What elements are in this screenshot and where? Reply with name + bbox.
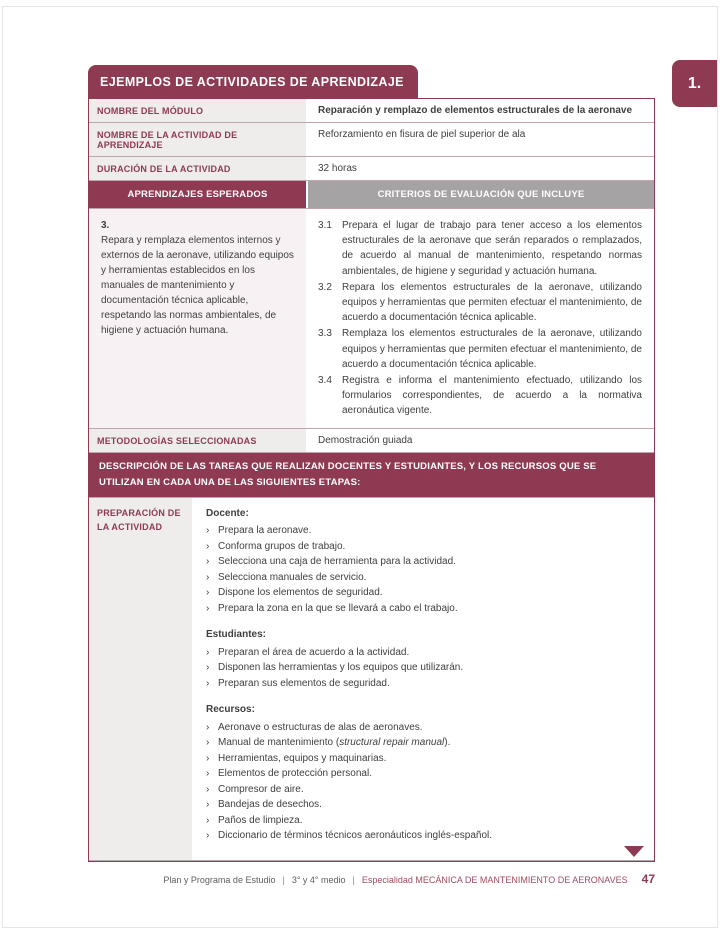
table-row-preparation <box>89 498 654 861</box>
students-section <box>206 627 640 691</box>
criterion-item <box>318 280 642 326</box>
list-item-text: Preparan sus elementos de seguridad. <box>218 677 390 689</box>
teacher-section-title: Docente: <box>206 507 249 519</box>
list-item <box>206 570 640 586</box>
duration-label: DURACIÓN DE LA ACTIVIDAD <box>89 157 306 180</box>
students-task-list <box>206 645 640 692</box>
list-item-text: Selecciona una caja de herramienta para la actividad. <box>218 556 456 568</box>
list-item <box>206 660 640 676</box>
criterion-text: Registra e informa el mantenimiento efectuado, utilizando los formularios correspondientes, de acuerdo a la normativa aeronáutica vigente. <box>342 374 642 417</box>
table-row-module-name <box>89 99 654 123</box>
list-item-text: Bandejas de desechos. <box>218 799 322 811</box>
activity-table <box>88 98 655 862</box>
module-name-label: NOMBRE DEL MÓDULO <box>89 99 306 122</box>
bullet-arrow-icon: › <box>206 799 210 811</box>
footer-grade-text: 3° y 4° medio <box>291 875 346 885</box>
criterion-item <box>318 373 642 419</box>
criterion-text: Prepara el lugar de trabajo para tener acceso a los elementos estructurales de la aeronave que serán reparados o remplazados, de acuerdo al manual de mantenimiento, respetando normas ambientales, de higiene y seguridad y actuación humana. <box>342 220 642 277</box>
criterion-text: Remplaza los elementos estructurales de la aeronave, utilizando equipos y herramientas que permiten efectuar el mantenimiento, de acuerdo a documentación técnica aplicable. <box>342 328 642 370</box>
criterion-item <box>318 218 642 279</box>
list-item-text: Prepara la zona en la que se llevará a cabo el trabajo. <box>218 602 458 614</box>
resources-section <box>206 702 640 844</box>
expected-learning-cell <box>89 209 306 428</box>
bullet-arrow-icon: › <box>206 752 210 764</box>
bullet-arrow-icon: › <box>206 768 210 780</box>
bullet-arrow-icon: › <box>206 737 210 749</box>
teacher-task-list <box>206 523 640 616</box>
footer-separator: | <box>282 875 285 885</box>
list-item <box>206 676 640 692</box>
list-item-text: Herramientas, equipos y maquinarias. <box>218 752 387 764</box>
list-item-text: Compresor de aire. <box>218 783 304 795</box>
list-item <box>206 554 640 570</box>
evaluation-criteria-cell <box>306 209 654 428</box>
list-item <box>206 523 640 539</box>
continuation-arrow-icon <box>624 846 644 857</box>
students-section-title: Estudiantes: <box>206 629 267 641</box>
resources-list <box>206 720 640 844</box>
bullet-arrow-icon: › <box>206 556 210 568</box>
bullet-arrow-icon: › <box>206 602 210 614</box>
list-item <box>206 782 640 798</box>
bullet-arrow-icon: › <box>206 646 210 658</box>
bullet-arrow-icon: › <box>206 783 210 795</box>
list-item-text: Manual de mantenimiento (structural repair manual). <box>218 737 451 749</box>
bullet-arrow-icon: › <box>206 814 210 826</box>
criterion-number: 3.2 <box>318 281 332 293</box>
list-item <box>206 601 640 617</box>
preparation-label: PREPARACIÓN DE LA ACTIVIDAD <box>89 498 192 860</box>
list-item-text: Disponen las herramientas y los equipos que utilizarán. <box>218 662 464 674</box>
list-item <box>206 766 640 782</box>
list-item-text: Preparan el área de acuerdo a la actividad. <box>218 646 410 658</box>
bullet-arrow-icon: › <box>206 587 210 599</box>
resources-section-title: Recursos: <box>206 704 255 716</box>
list-item-text: Dispone los elementos de seguridad. <box>218 587 383 599</box>
list-item <box>206 797 640 813</box>
list-item <box>206 585 640 601</box>
methodologies-label: METODOLOGÍAS SELECCIONADAS <box>89 429 306 452</box>
section-number: 1. <box>687 74 702 92</box>
table-row-methodologies <box>89 429 654 453</box>
learning-text: Repara y remplaza elementos internos y externos de la aeronave, utilizando equipos y herramientas establecidos en los manuales de mantenimiento y documentación técnica aplicable, respetando las normas ambientales, de higiene y actuación humana. <box>101 235 294 336</box>
table-row-column-headers <box>89 181 654 209</box>
list-item <box>206 735 640 751</box>
list-item <box>206 720 640 736</box>
methodologies-value: Demostración guiada <box>306 429 654 452</box>
table-row-activity-name <box>89 123 654 157</box>
evaluation-criteria-header: CRITERIOS DE EVALUACIÓN QUE INCLUYE <box>306 181 654 208</box>
list-item <box>206 645 640 661</box>
footer-separator: | <box>352 875 355 885</box>
section-number-badge <box>672 60 717 107</box>
footer-plan-text: Plan y Programa de Estudio <box>163 875 276 885</box>
list-item-text: Selecciona manuales de servicio. <box>218 571 367 583</box>
criterion-number: 3.3 <box>318 328 332 340</box>
bullet-arrow-icon: › <box>206 677 210 689</box>
list-item-text: Conforma grupos de trabajo. <box>218 540 346 552</box>
bullet-arrow-icon: › <box>206 540 210 552</box>
criterion-item <box>318 326 642 372</box>
list-item <box>206 539 640 555</box>
bullet-arrow-icon: › <box>206 830 210 842</box>
footer-specialty-text: Especialidad MECÁNICA DE MANTENIMIENTO DE AERONAVES <box>361 875 628 885</box>
criterion-number: 3.4 <box>318 374 332 386</box>
module-name-value: Reparación y remplazo de elementos estructurales de la aeronave <box>306 99 654 122</box>
bullet-arrow-icon: › <box>206 525 210 537</box>
expected-learning-header: APRENDIZAJES ESPERADOS <box>89 181 306 208</box>
list-item-text: Elementos de protección personal. <box>218 768 372 780</box>
list-item-text: Diccionario de términos técnicos aeronáuticos inglés-español. <box>218 830 493 842</box>
criterion-number: 3.1 <box>318 220 332 231</box>
activity-name-label: NOMBRE DE LA ACTIVIDAD DE APRENDIZAJE <box>89 123 306 156</box>
list-item-text: Prepara la aeronave. <box>218 525 312 537</box>
activity-name-value: Reforzamiento en fisura de piel superior de ala <box>306 123 654 156</box>
table-row-learning-content <box>89 209 654 429</box>
list-item-text: Aeronave o estructuras de alas de aeronaves. <box>218 721 423 733</box>
page-number: 47 <box>641 872 655 886</box>
list-item <box>206 751 640 767</box>
activity-sheet <box>88 65 655 862</box>
table-row-duration <box>89 157 654 181</box>
tasks-description-banner: DESCRIPCIÓN DE LAS TAREAS QUE REALIZAN DOCENTES Y ESTUDIANTES, Y LOS RECURSOS QUE SE UTILIZAN EN CADA UNA DE LAS SIGUIENTES ETAPAS: <box>89 453 654 497</box>
duration-value: 32 horas <box>306 157 654 180</box>
criterion-text: Repara los elementos estructurales de la aeronave, utilizando equipos y herramientas que permiten efectuar el mantenimiento, de acuerdo a documentación técnica aplicable. <box>342 281 642 324</box>
list-item <box>206 813 640 829</box>
page-title: EJEMPLOS DE ACTIVIDADES DE APRENDIZAJE <box>88 65 418 98</box>
learning-number: 3. <box>101 220 110 231</box>
page-footer <box>88 872 655 886</box>
bullet-arrow-icon: › <box>206 662 210 674</box>
teacher-section <box>206 506 640 617</box>
list-item <box>206 828 640 844</box>
preparation-content <box>192 498 654 860</box>
list-item-text: Paños de limpieza. <box>218 814 303 826</box>
bullet-arrow-icon: › <box>206 721 210 733</box>
bullet-arrow-icon: › <box>206 571 210 583</box>
